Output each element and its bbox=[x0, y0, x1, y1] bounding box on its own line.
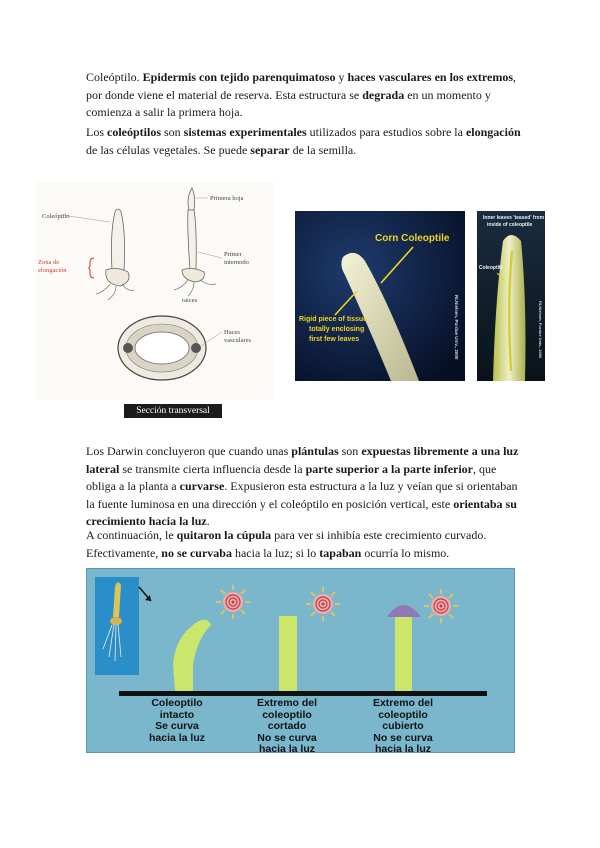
coleoptile-anatomy-drawing bbox=[36, 182, 274, 400]
caption-line: Se curva bbox=[155, 720, 199, 732]
label-vasculares: vasculares bbox=[224, 337, 252, 344]
caption-line: coleoptilo bbox=[262, 708, 312, 721]
caption-line: Coleoptilo bbox=[151, 697, 203, 709]
sun-icon bbox=[424, 589, 458, 623]
photo2-credit: RLNielsen, Purdue Univ., 2000 bbox=[538, 301, 543, 359]
photo-desc-2: totally enclosing bbox=[309, 326, 365, 333]
caption-line: Extremo del bbox=[256, 697, 318, 709]
caption-line: hacia la luz bbox=[148, 731, 206, 744]
photo-desc-3: first few leaves bbox=[309, 336, 360, 343]
inner-leaves-photo bbox=[477, 211, 545, 381]
caption-line: Extremo del bbox=[372, 697, 434, 709]
photo-desc-1: Rigid piece of tissue, bbox=[299, 316, 370, 323]
text: de las células vegetales. Se puede bbox=[86, 142, 251, 157]
sun-icon bbox=[216, 585, 250, 619]
label-coleoptilo: Coleóptilo bbox=[42, 213, 70, 220]
label-elongacion: elongación bbox=[38, 267, 67, 274]
text: , por donde viene el material de reserva. Esta estructura se bbox=[86, 70, 517, 102]
leader-line bbox=[198, 252, 222, 258]
vascular-bundle-left bbox=[123, 343, 133, 353]
label-primer: Primer bbox=[224, 251, 242, 258]
elongation-bracket bbox=[89, 258, 94, 278]
text: , que obliga a la planta a bbox=[86, 461, 497, 493]
caption-line: intacto bbox=[159, 708, 195, 721]
coleoptile-anatomy-figure bbox=[36, 182, 274, 400]
bold-text: parte superior a la parte inferior bbox=[305, 461, 474, 476]
darwin-experiment-figure bbox=[86, 568, 515, 753]
text: de la semilla. bbox=[289, 142, 357, 157]
paragraph-sistemas bbox=[86, 124, 522, 159]
bold-text: degrada bbox=[362, 87, 405, 102]
text: Los Darwin concluyeron que cuando unas bbox=[86, 444, 292, 458]
cross-section-caption: Sección transversal bbox=[124, 404, 222, 418]
label-primera-hoja: Primera hoja bbox=[210, 195, 244, 202]
text: y bbox=[335, 70, 348, 84]
corn-coleoptile-image bbox=[295, 211, 465, 381]
text: hacia la luz; si lo bbox=[231, 545, 320, 560]
text: son bbox=[161, 125, 184, 139]
text: . bbox=[206, 514, 210, 528]
caption-line: cortado bbox=[267, 720, 307, 732]
bold-text: no se curvaba bbox=[161, 545, 232, 560]
text: Coleóptilo. bbox=[86, 70, 143, 84]
text: se transmite cierta influencia desde la bbox=[119, 461, 306, 476]
covered-coleoptile bbox=[395, 617, 412, 691]
photo-title: Corn Coleoptile bbox=[375, 233, 450, 244]
label-internodo: internodo bbox=[224, 259, 249, 266]
photo2-side-label: Coleoptile bbox=[479, 265, 504, 271]
caption-line: cubierto bbox=[382, 720, 424, 732]
bold-text: orientaba su crecimiento hacia la luz bbox=[86, 496, 517, 528]
seed-shape bbox=[182, 268, 204, 282]
roots-shape bbox=[96, 284, 134, 300]
sun-icon bbox=[306, 587, 340, 621]
caption-intact bbox=[127, 698, 227, 744]
ground-line bbox=[119, 691, 487, 696]
first-leaf-shape bbox=[188, 188, 195, 210]
paragraph-coleoptilo bbox=[86, 69, 522, 122]
paragraph-darwin bbox=[86, 443, 522, 531]
photo2-top-1: Inner leaves 'teased' from bbox=[483, 215, 545, 221]
caption-line: No se curva bbox=[373, 731, 433, 744]
text: en un momento y comienza a salir la primera hoja. bbox=[86, 87, 491, 119]
text: para ver si inhibía este crecimiento curvado. Efectivamente, bbox=[86, 528, 487, 560]
caption-line: hacia la luz bbox=[258, 743, 316, 753]
bold-text: sistemas experimentales bbox=[183, 125, 307, 139]
bold-text: haces vasculares en los extremos bbox=[347, 70, 514, 84]
photo2-top-2: inside of coleoptile bbox=[487, 222, 533, 228]
bold-text: Epidermis con tejido parenquimatoso bbox=[142, 70, 336, 84]
text: utilizados para estudios sobre la bbox=[306, 125, 466, 139]
corn-coleoptile-photo bbox=[295, 211, 465, 381]
text: son bbox=[338, 444, 362, 458]
caption-cut bbox=[237, 698, 337, 753]
text: A continuación, le bbox=[86, 528, 177, 542]
coleoptile-shape bbox=[111, 209, 124, 270]
tip-cover bbox=[387, 605, 421, 617]
text: ocurría lo mismo. bbox=[361, 545, 450, 560]
label-haces: Haces bbox=[224, 329, 240, 336]
bold-text: plántulas bbox=[291, 444, 339, 458]
caption-line: coleoptilo bbox=[378, 708, 428, 721]
bold-text: expuestas libremente a una luz lateral bbox=[86, 444, 519, 476]
intact-coleoptile bbox=[173, 620, 211, 691]
label-zona: Zona de bbox=[38, 259, 60, 266]
bold-text: elongación bbox=[465, 125, 521, 139]
bold-text: tapaban bbox=[319, 545, 362, 560]
cut-coleoptile bbox=[279, 616, 297, 691]
bold-text: separar bbox=[250, 142, 290, 157]
inner-leaves-image bbox=[477, 211, 545, 381]
label-raices: raíces bbox=[182, 297, 198, 304]
text: Los bbox=[86, 125, 107, 139]
roots-shape bbox=[174, 280, 216, 296]
bold-text: curvarse bbox=[179, 479, 225, 493]
internode-shape bbox=[188, 210, 197, 270]
photo-credit: RLNielsen, Purdue Univ., 2000 bbox=[454, 295, 459, 360]
text: . Expusieron esta estructura a la luz y veían que si orientaban la fuente luminosa en una dirección y el coleóptilo en posición vertical, este bbox=[86, 479, 518, 511]
caption-line: No se curva bbox=[257, 731, 317, 744]
vascular-bundle-right bbox=[191, 343, 201, 353]
caption-line: hacia la luz bbox=[374, 743, 432, 753]
caption-covered bbox=[353, 698, 453, 753]
cross-section-cavity bbox=[135, 332, 189, 364]
bold-text: coleóptilos bbox=[107, 125, 161, 139]
inset-seed bbox=[110, 617, 122, 625]
bold-text: quitaron la cúpula bbox=[176, 528, 272, 542]
paragraph-cupula bbox=[86, 527, 522, 562]
seed-shape bbox=[106, 268, 129, 286]
